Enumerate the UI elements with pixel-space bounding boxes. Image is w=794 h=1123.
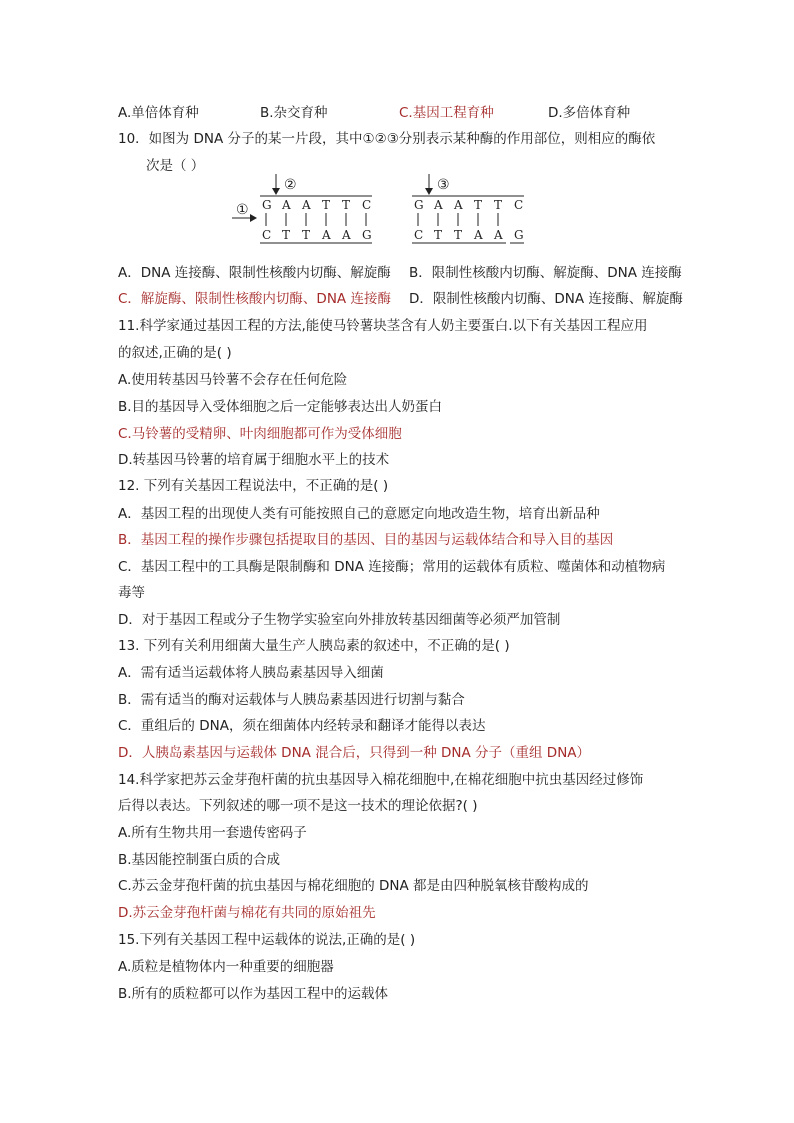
q14-option-c: C.苏云金芽孢杆菌的抗虫基因与棉花细胞的 DNA 都是由四种脱氧核苷酸构成的 <box>118 878 589 894</box>
q13-option-c: C．重组后的 DNA，须在细菌体内经转录和翻译才能得以表达 <box>118 718 486 734</box>
right-bottom-base-3: T <box>454 228 463 242</box>
left-bottom-base-4: A <box>322 228 331 242</box>
right-top-base-4: T <box>474 198 483 212</box>
q14-option-d-answer: D.苏云金芽孢杆菌与棉花有共同的原始祖先 <box>118 905 376 921</box>
q11-option-c-answer: C.马铃薯的受精卵、叶肉细胞都可作为受体细胞 <box>118 426 402 442</box>
dna-left-fragment <box>232 174 372 243</box>
right-top-base-2: A <box>434 198 443 212</box>
dna-right-fragment <box>412 174 524 243</box>
q12-stem: 12. 下列有关基因工程说法中，不正确的是( ) <box>118 478 389 494</box>
q14-stem-line1: 14.科学家把苏云金芽孢杆菌的抗虫基因导入棉花细胞中,在棉花细胞中抗虫基因经过修饰 <box>118 772 644 788</box>
q11-option-d: D.转基因马铃薯的培育属于细胞水平上的技术 <box>118 452 390 468</box>
right-top-base-3: A <box>454 198 463 212</box>
right-bottom-base-5: A <box>494 228 503 242</box>
q9-option-d: D.多倍体育种 <box>548 105 631 121</box>
q11-option-b: B.目的基因导入受体细胞之后一定能够表达出人奶蛋白 <box>118 399 443 415</box>
right-top-base-1: G <box>414 198 424 212</box>
q9-option-a: A.单倍体育种 <box>118 105 199 121</box>
right-bottom-base-2: T <box>434 228 443 242</box>
q13-stem: 13. 下列有关利用细菌大量生产人胰岛素的叙述中，不正确的是( ) <box>118 638 510 654</box>
q11-option-a: A.使用转基因马铃薯不会存在任何危险 <box>118 372 348 388</box>
q12-option-c-line1: C．基因工程中的工具酶是限制酶和 DNA 连接酶；常用的运载体有质粒、噬菌体和动植物病 <box>118 559 666 575</box>
right-bottom-base-4: A <box>474 228 483 242</box>
q15-option-a: A.质粒是植物体内一种重要的细胞器 <box>118 959 334 975</box>
q11-stem-line2: 的叙述,正确的是( ) <box>118 345 232 361</box>
left-top-base-5: T <box>342 198 351 212</box>
left-bottom-base-5: A <box>342 228 351 242</box>
q10-stem-line1: 10．如图为 DNA 分子的某一片段，其中①②③分别表示某种酶的作用部位，则相应的酶依 <box>118 131 656 147</box>
left-bottom-base-6: G <box>362 228 372 242</box>
q12-option-d: D．对于基因工程或分子生物学实验室向外排放转基因细菌等必须严加管制 <box>118 612 561 628</box>
right-top-base-6: C <box>514 198 524 212</box>
q14-option-a: A.所有生物共用一套遗传密码子 <box>118 825 307 841</box>
site-3-marker: ③ <box>437 177 450 193</box>
site-1-marker: ① <box>236 202 249 218</box>
left-bottom-base-3: T <box>302 228 311 242</box>
site-2-marker: ② <box>284 177 297 193</box>
q13-option-b: B．需有适当的酶对运载体与人胰岛素基因进行切割与黏合 <box>118 692 465 708</box>
left-top-base-2: A <box>282 198 291 212</box>
right-bottom-base-6: G <box>514 228 524 242</box>
q15-option-b: B.所有的质粒都可以作为基因工程中的运载体 <box>118 986 389 1002</box>
q10-stem-line2: 次是（ ） <box>146 158 205 174</box>
right-bottom-base-1: C <box>414 228 424 242</box>
q14-stem-line2: 后得以表达。下列叙述的哪一项不是这一技术的理论依据?( ) <box>118 798 478 814</box>
q13-option-a: A．需有适当运载体将人胰岛素基因导入细菌 <box>118 665 384 681</box>
q9-option-b: B.杂交育种 <box>260 105 328 121</box>
q12-option-a: A．基因工程的出现使人类有可能按照自己的意愿定向地改造生物，培育出新品种 <box>118 506 600 522</box>
q10-option-a: A．DNA 连接酶、限制性核酸内切酶、解旋酶 <box>118 265 391 281</box>
q15-stem: 15.下列有关基因工程中运载体的说法,正确的是( ) <box>118 932 416 948</box>
q12-option-b-answer: B．基因工程的操作步骤包括提取目的基因、目的基因与运载体结合和导入目的基因 <box>118 532 614 548</box>
dna-fragment-diagram <box>0 170 794 250</box>
left-top-base-3: A <box>302 198 311 212</box>
q13-option-d-answer: D．人胰岛素基因与运载体 DNA 混合后，只得到一种 DNA 分子（重组 DNA） <box>118 745 591 761</box>
q10-option-d: D．限制性核酸内切酶、DNA 连接酶、解旋酶 <box>409 291 683 307</box>
q12-option-c-line2: 毒等 <box>118 585 145 601</box>
left-top-base-4: T <box>322 198 331 212</box>
q11-stem-line1: 11.科学家通过基因工程的方法,能使马铃薯块茎含有人奶主要蛋白.以下有关基因工程应用 <box>118 318 648 334</box>
q14-option-b: B.基因能控制蛋白质的合成 <box>118 852 281 868</box>
left-top-base-1: G <box>262 198 272 212</box>
right-top-base-5: T <box>494 198 503 212</box>
q10-option-b: B．限制性核酸内切酶、解旋酶、DNA 连接酶 <box>409 265 682 281</box>
left-bottom-base-1: C <box>262 228 272 242</box>
left-bottom-base-2: T <box>282 228 291 242</box>
q10-option-c-answer: C．解旋酶、限制性核酸内切酶、DNA 连接酶 <box>118 291 391 307</box>
q9-option-c-answer: C.基因工程育种 <box>399 105 494 121</box>
left-top-base-6: C <box>362 198 372 212</box>
